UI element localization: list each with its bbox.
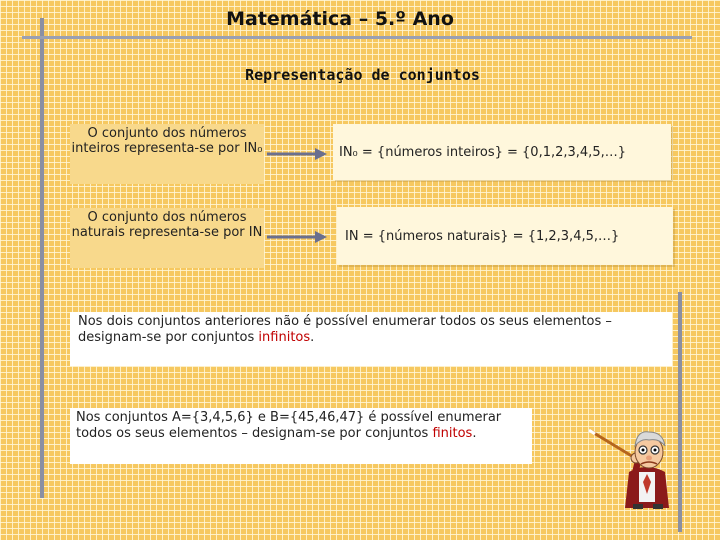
page-title: Matemática – 5.º Ano (226, 8, 454, 30)
arrow-right-icon (267, 147, 327, 161)
integers-description (70, 124, 264, 184)
frame-top-line (22, 36, 692, 39)
arrow-right-icon (267, 230, 327, 244)
infinite-sets-note (70, 312, 672, 366)
integers-description-text: O conjunto dos números inteiros representa-se por IN₀ (71, 126, 263, 156)
infinite-note-end: . (310, 330, 315, 345)
integers-set-text: IN₀ = {números inteiros} = {0,1,2,3,4,5,…} (339, 144, 626, 160)
naturals-set-text: IN = {números naturais} = {1,2,3,4,5,…} (345, 228, 620, 244)
finite-note-text: Nos conjuntos A={3,4,5,6} e B={45,46,47} é possível enumerar todos os seus elementos – designam-se por conjuntos (76, 410, 502, 441)
frame-left-line (40, 18, 44, 498)
naturals-set-box (337, 207, 673, 265)
infinite-keyword: infinitos (258, 330, 311, 345)
finite-sets-note (70, 408, 532, 464)
infinite-note-text: Nos dois conjuntos anteriores não é possível enumerar todos os seus elementos – designam-se por conjuntos (78, 314, 612, 345)
integers-set-box (333, 124, 671, 180)
finite-note-end: . (472, 426, 477, 441)
page-subtitle: Representação de conjuntos (245, 66, 480, 84)
professor-pointer-icon (585, 420, 695, 510)
finite-keyword: finitos (432, 426, 473, 441)
naturals-description-text: O conjunto dos números naturais representa-se por IN (71, 210, 263, 240)
naturals-description (70, 208, 264, 268)
